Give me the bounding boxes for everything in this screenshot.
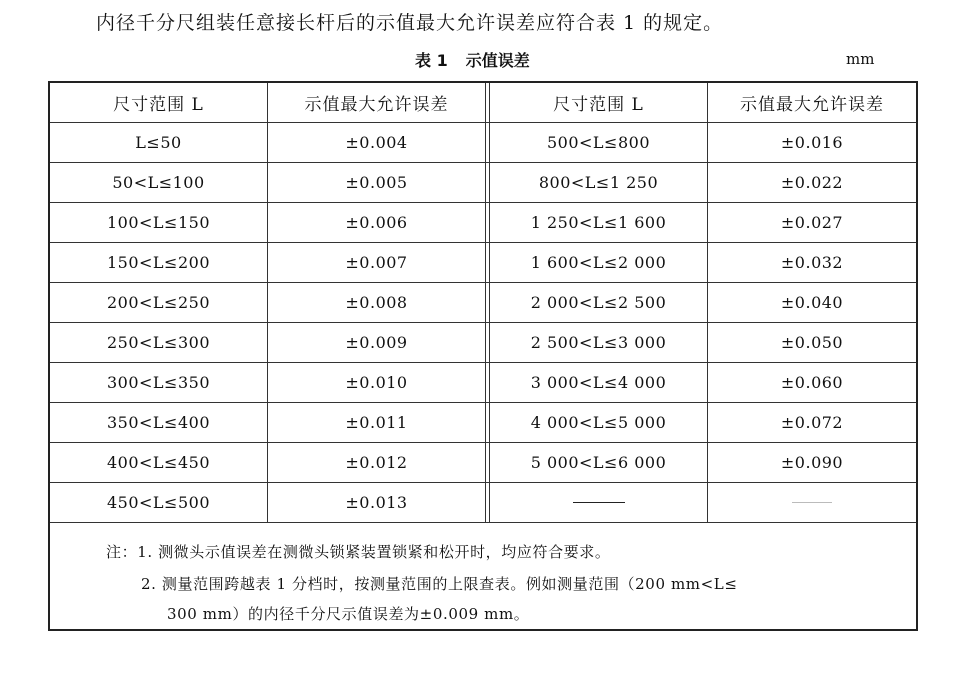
table-cell: ±0.011 [268, 403, 486, 443]
table-cell: ±0.007 [268, 243, 486, 283]
header-max-error-right: 示值最大允许误差 [708, 83, 916, 123]
table-cell: 450<L≤500 [50, 483, 268, 523]
note-2: 2. 测量范围跨越表 1 分档时，按测量范围的上限查表。例如测量范围（200 mm<L≤ [141, 575, 738, 593]
table-cell: 300<L≤350 [50, 363, 268, 403]
table-cell: 400<L≤450 [50, 443, 268, 483]
table-cell: 350<L≤400 [50, 403, 268, 443]
table-grid [50, 83, 916, 523]
table-cell: 1 600<L≤2 000 [490, 243, 708, 283]
table-cell: ±0.013 [268, 483, 486, 523]
empty-cell-dash [708, 483, 916, 523]
empty-cell-dash [490, 483, 708, 523]
tolerance-table [48, 81, 918, 631]
table-cell: ±0.050 [708, 323, 916, 363]
header-size-range-left: 尺寸范围 L [50, 83, 268, 123]
table-cell: 2 500<L≤3 000 [490, 323, 708, 363]
header-max-error-left: 示值最大允许误差 [268, 83, 486, 123]
dash-mark [792, 502, 832, 503]
table-title: 示值误差 [465, 51, 530, 70]
table-cell: 250<L≤300 [50, 323, 268, 363]
table-cell: 4 000<L≤5 000 [490, 403, 708, 443]
table-cell: 5 000<L≤6 000 [490, 443, 708, 483]
note-1: 注：1. 测微头示值误差在测微头锁紧装置锁紧和松开时，均应符合要求。 [106, 543, 611, 561]
note-2-continued: 300 mm）的内径千分尺示值误差为±0.009 mm。 [167, 605, 530, 623]
table-cell: L≤50 [50, 123, 268, 163]
table-cell: 150<L≤200 [50, 243, 268, 283]
table-cell: ±0.040 [708, 283, 916, 323]
table-cell: ±0.005 [268, 163, 486, 203]
table-cell: ±0.012 [268, 443, 486, 483]
table-cell: 800<L≤1 250 [490, 163, 708, 203]
unit-label: mm [846, 50, 875, 68]
table-cell: ±0.008 [268, 283, 486, 323]
table-caption [415, 48, 530, 71]
table-cell: ±0.009 [268, 323, 486, 363]
table-cell: 500<L≤800 [490, 123, 708, 163]
table-cell: ±0.004 [268, 123, 486, 163]
dash-mark [573, 502, 625, 503]
table-cell: ±0.010 [268, 363, 486, 403]
table-cell: ±0.032 [708, 243, 916, 283]
intro-sentence: 内径千分尺组装任意接长杆后的示值最大允许误差应符合表 1 的规定。 [96, 12, 724, 34]
table-number: 表 1 [415, 51, 448, 70]
table-cell: ±0.027 [708, 203, 916, 243]
table-cell: 50<L≤100 [50, 163, 268, 203]
table-cell: 3 000<L≤4 000 [490, 363, 708, 403]
table-cell: 2 000<L≤2 500 [490, 283, 708, 323]
table-cell: ±0.060 [708, 363, 916, 403]
table-cell: ±0.072 [708, 403, 916, 443]
table-cell: 1 250<L≤1 600 [490, 203, 708, 243]
table-cell: ±0.016 [708, 123, 916, 163]
table-cell: ±0.006 [268, 203, 486, 243]
header-size-range-right: 尺寸范围 L [490, 83, 708, 123]
table-cell: ±0.022 [708, 163, 916, 203]
table-cell: 200<L≤250 [50, 283, 268, 323]
table-cell: 100<L≤150 [50, 203, 268, 243]
table-cell: ±0.090 [708, 443, 916, 483]
